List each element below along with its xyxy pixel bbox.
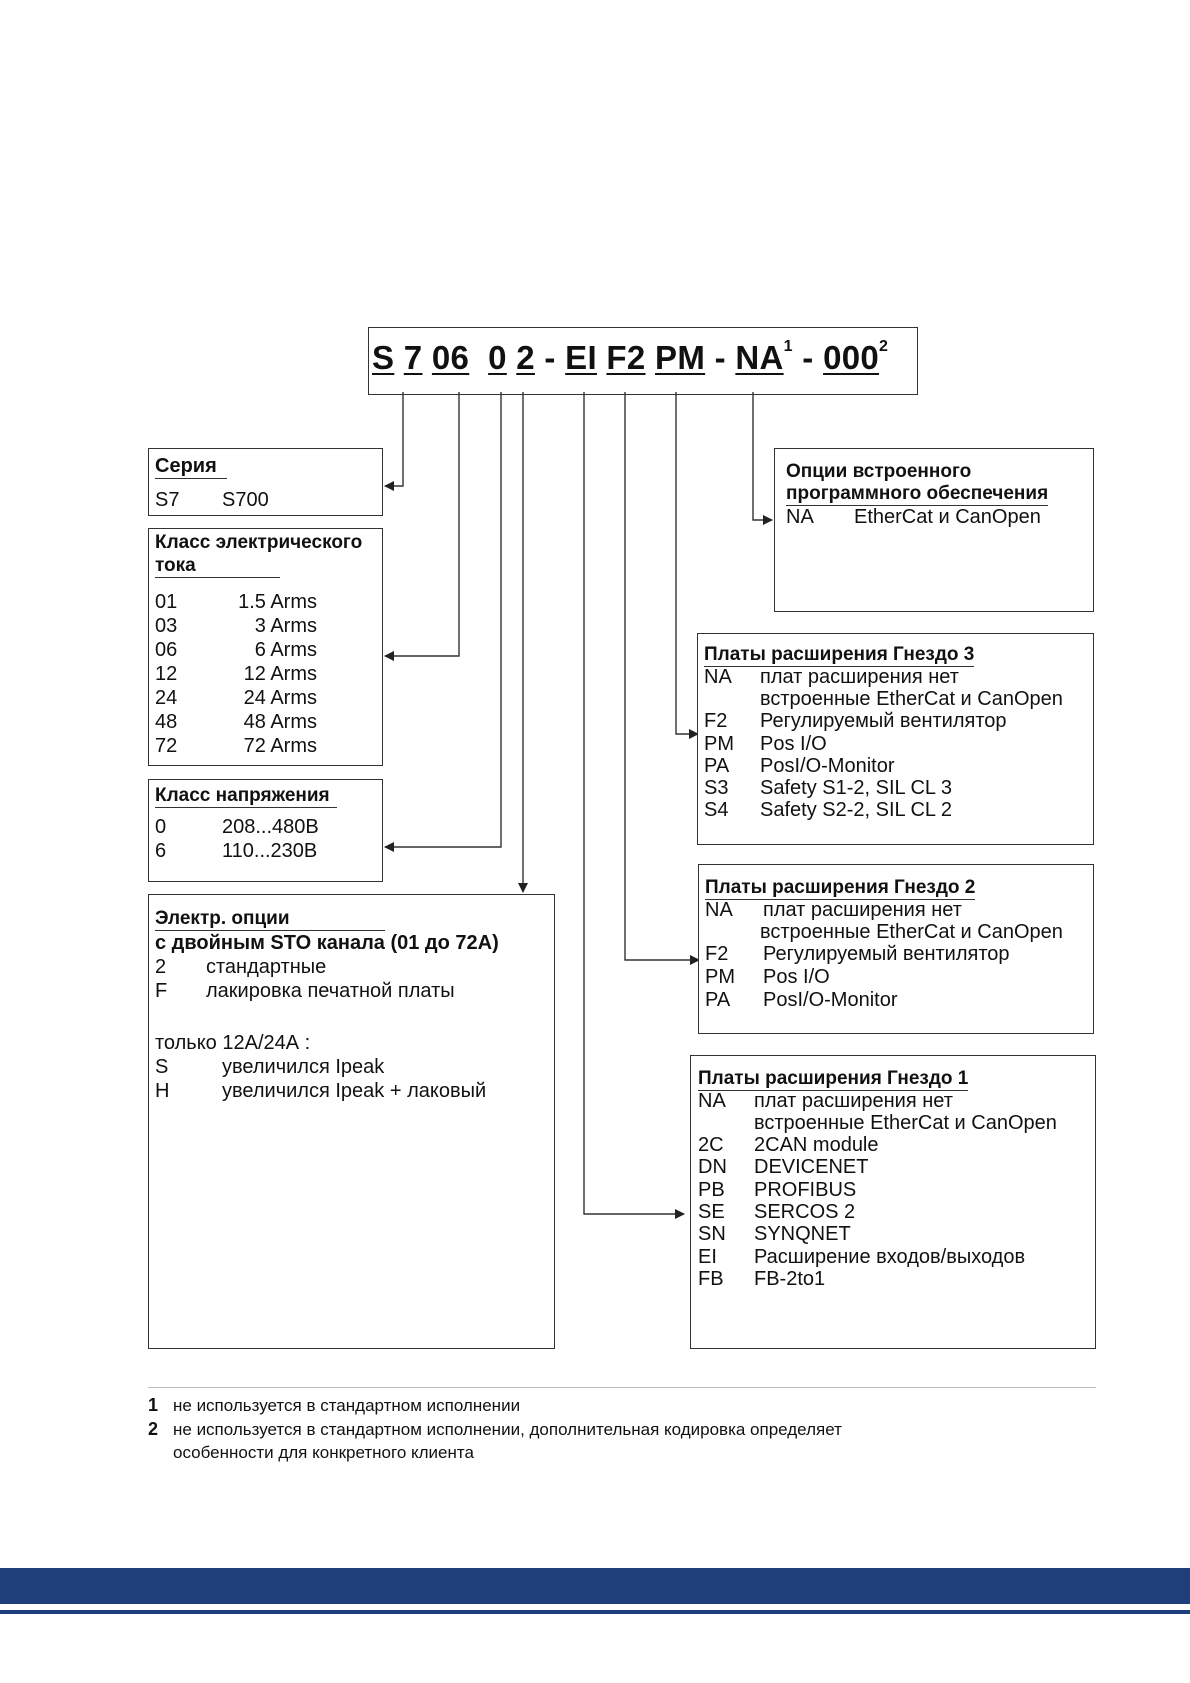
code-7: 7 bbox=[403, 339, 423, 376]
wire-software bbox=[753, 392, 772, 520]
code-dash-2: - bbox=[714, 339, 726, 376]
current-code: 24 bbox=[155, 687, 178, 709]
slot3-code: PA bbox=[704, 755, 730, 777]
slot1-value: 2CAN module bbox=[754, 1134, 879, 1156]
slot3-title: Платы расширения Гнездо 3 bbox=[704, 644, 975, 665]
slot1-title: Платы расширения Гнездо 1 bbox=[698, 1068, 969, 1089]
code-footnote-2: 2 bbox=[879, 338, 889, 355]
footnote-2 bbox=[148, 1419, 842, 1440]
slot1-value: встроенные EtherCat и CanOpen bbox=[754, 1112, 1057, 1134]
voltage-class-title: Класс напряжения bbox=[155, 786, 337, 808]
electric-value: увеличился Ipeak bbox=[222, 1056, 385, 1078]
footnote-1 bbox=[148, 1395, 520, 1416]
current-code: 72 bbox=[155, 735, 178, 757]
current-code: 01 bbox=[155, 591, 178, 613]
slot1-code: NA bbox=[698, 1090, 726, 1112]
footnote-2-number: 2 bbox=[148, 1419, 159, 1439]
slot1-code: SN bbox=[698, 1223, 726, 1245]
slot1-value: SYNQNET bbox=[754, 1223, 851, 1245]
slot1-code: 2C bbox=[698, 1134, 724, 1156]
slot3-code: S4 bbox=[704, 799, 729, 821]
current-value: 48 Arms bbox=[243, 711, 317, 733]
wire-slot3 bbox=[676, 392, 698, 734]
slot2-value: Регулируемый вентилятор bbox=[763, 943, 1010, 965]
slot3-value: Safety S1-2, SIL CL 3 bbox=[760, 777, 952, 799]
electric-code: S bbox=[155, 1056, 169, 1078]
current-class-title-1: Класс электрического bbox=[155, 532, 363, 553]
current-value: 3 Arms bbox=[254, 615, 317, 637]
footnote-1-text: не используется в стандартном исполнении bbox=[173, 1396, 521, 1415]
slot1-code: SE bbox=[698, 1201, 725, 1223]
slot3-value: PosI/O-Monitor bbox=[760, 755, 895, 777]
footer-stripe bbox=[0, 1610, 1190, 1614]
electric-options-title: Электр. опции bbox=[155, 909, 385, 931]
slot1-value: DEVICENET bbox=[754, 1156, 869, 1178]
slot3-code: F2 bbox=[704, 710, 728, 732]
slot1-code: DN bbox=[698, 1156, 727, 1178]
footnote-1-number: 1 bbox=[148, 1395, 159, 1415]
slot3-value: Регулируемый вентилятор bbox=[760, 710, 1007, 732]
wire-series bbox=[385, 392, 403, 486]
electric-value: стандартные bbox=[206, 956, 327, 978]
slot1-value: SERCOS 2 bbox=[754, 1201, 856, 1223]
wire-slot2 bbox=[625, 392, 699, 960]
electric-code: 2 bbox=[155, 956, 167, 978]
type-code bbox=[372, 338, 888, 377]
series-value: S700 bbox=[222, 489, 269, 511]
slot1-value: плат расширения нет bbox=[754, 1090, 953, 1112]
footnote-2-continued: особенности для конкретного клиента bbox=[173, 1443, 474, 1462]
slot1-code: FB bbox=[698, 1268, 724, 1290]
slot2-value: PosI/O-Monitor bbox=[763, 989, 898, 1011]
slot2-code: F2 bbox=[705, 943, 729, 965]
slot2-code: PA bbox=[705, 989, 731, 1011]
current-value: 72 Arms bbox=[243, 735, 317, 757]
software-options-title-1: Опции встроенного bbox=[786, 461, 972, 482]
electric-code: F bbox=[155, 980, 168, 1002]
slot2-value: Pos I/O bbox=[763, 966, 830, 988]
electric-only-label: только 12А/24А : bbox=[155, 1032, 311, 1054]
code-current: 06 bbox=[431, 339, 470, 376]
electric-value: увеличился Ipeak + лаковый bbox=[222, 1080, 487, 1102]
slot3-code: S3 bbox=[704, 777, 729, 799]
voltage-code: 6 bbox=[155, 840, 167, 862]
software-options-title-2: программного обеспечения bbox=[786, 483, 1049, 504]
footnote-divider bbox=[148, 1387, 1096, 1388]
voltage-value: 110...230В bbox=[222, 840, 318, 862]
slot2-value: встроенные EtherCat и CanOpen bbox=[760, 921, 1063, 943]
footer-band bbox=[0, 1568, 1190, 1604]
voltage-code: 0 bbox=[155, 816, 167, 838]
code-dash-3: - bbox=[802, 339, 814, 376]
slot2-value: плат расширения нет bbox=[763, 899, 962, 921]
slot3-value: встроенные EtherCat и CanOpen bbox=[760, 688, 1063, 710]
code-slot3: PM bbox=[655, 339, 706, 376]
slot1-value: PROFIBUS bbox=[754, 1179, 857, 1201]
code-slot2: F2 bbox=[606, 339, 646, 376]
voltage-value: 208...480В bbox=[222, 816, 319, 838]
slot3-code: PM bbox=[704, 733, 734, 755]
slot2-title: Платы расширения Гнездо 2 bbox=[705, 877, 976, 898]
code-s: S bbox=[372, 339, 395, 376]
wire-slot1 bbox=[584, 392, 684, 1214]
code-customer: 000 bbox=[823, 339, 880, 376]
slot1-code: PB bbox=[698, 1179, 725, 1201]
series-code: S7 bbox=[155, 489, 180, 511]
electric-value: лакировка печатной платы bbox=[206, 980, 455, 1002]
electric-options-subtitle: с двойным STO канала (01 до 72А) bbox=[155, 932, 499, 954]
current-code: 12 bbox=[155, 663, 178, 685]
code-voltage: 0 bbox=[488, 339, 507, 376]
footnote-2-text: не используется в стандартном исполнении, дополнительная кодировка определяет bbox=[173, 1420, 842, 1439]
code-slot1: EI bbox=[565, 339, 597, 376]
slot1-value: Расширение входов/выходов bbox=[754, 1246, 1026, 1268]
slot3-value: Pos I/O bbox=[760, 733, 827, 755]
current-class-title-2: тока bbox=[155, 556, 280, 578]
series-title: Серия bbox=[155, 456, 227, 479]
code-software: NA bbox=[735, 339, 784, 376]
current-value: 24 Arms bbox=[243, 687, 317, 709]
code-footnote-1: 1 bbox=[783, 338, 793, 355]
current-code: 06 bbox=[155, 639, 178, 661]
current-value: 12 Arms bbox=[243, 663, 317, 685]
electric-code: H bbox=[155, 1080, 170, 1102]
slot3-value: плат расширения нет bbox=[760, 666, 959, 688]
wire-current bbox=[385, 392, 459, 656]
software-value: EtherCat и CanOpen bbox=[854, 506, 1041, 528]
code-electric: 2 bbox=[516, 339, 535, 376]
slot2-code: NA bbox=[705, 899, 733, 921]
software-code: NA bbox=[786, 506, 814, 528]
current-code: 03 bbox=[155, 615, 178, 637]
current-value: 6 Arms bbox=[254, 639, 317, 661]
slot2-code: PM bbox=[705, 966, 735, 988]
slot3-value: Safety S2-2, SIL CL 2 bbox=[760, 799, 952, 821]
code-dash-1: - bbox=[544, 339, 556, 376]
slot3-code: NA bbox=[704, 666, 732, 688]
slot1-code: EI bbox=[698, 1246, 717, 1268]
current-code: 48 bbox=[155, 711, 178, 733]
slot1-value: FB-2to1 bbox=[754, 1268, 826, 1290]
current-value: 1.5 Arms bbox=[238, 591, 317, 613]
